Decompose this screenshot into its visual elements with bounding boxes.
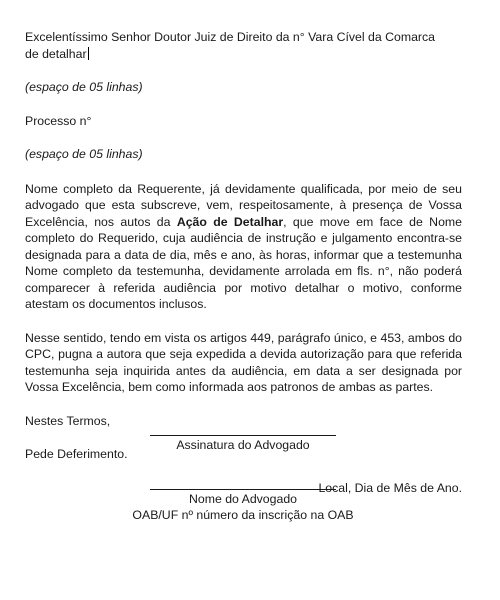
petition-document — [25, 29, 462, 496]
addressee-line-1: Excelentíssimo Senhor Doutor Juiz de Direito da n° Vara Cível da Comarca — [25, 30, 435, 44]
paragraph-1-intro: Nome completo da Requerente, já devidamente qualificada, por meio de seu advogado que esta subscreve, vem, respeitosamente, à presença de Vossa Excelência, nos autos da — [25, 181, 462, 229]
closing-request: Pede Deferimento. — [25, 447, 128, 461]
spacing-note-1: (espaço de 05 linhas) — [25, 80, 143, 94]
signature-block-1 — [150, 435, 336, 453]
signature-block-2 — [132, 489, 354, 523]
lawyer-name: Nome do Advogado — [188, 492, 298, 506]
text-cursor — [88, 47, 89, 60]
oab-registration: OAB/UF nº número da inscrição na OAB — [132, 508, 354, 522]
action-name-bold: Ação de Detalhar — [176, 214, 284, 229]
addressee-line-2-text: de detalhar — [25, 46, 87, 61]
addressee-line-2[interactable] — [25, 46, 462, 63]
signature-line-2 — [150, 489, 336, 490]
process-number-label: Processo n° — [25, 113, 92, 128]
body-paragraph-2: Nesse sentido, tendo em vista os artigos 449, parágrafo único, e 453, ambos do CPC, pugna a autora que seja expedida a devida autorização para que referida testemunha seja inquirida antes da audiência, em data a ser designada por Vossa Excelência, bem como informada aos patronos de ambas as partes. — [25, 330, 462, 394]
signature-line-1 — [150, 435, 336, 436]
spacing-note-2: (espaço de 05 linhas) — [25, 147, 143, 161]
paragraph-1-rest: , que move em face de Nome completo do Requerido, cuja audiência de instrução e julgamento encontra-se designada para a data de dia, mês e ano, às horas, informar que a testemunha Nome completo da testemunha, devidamente arrolada em fls. n°, não poderá comparecer à referida audiência por motivo detalhar o motivo, conforme atestam os documentos inclusos. — [25, 214, 462, 311]
closing-terms: Nestes Termos, — [25, 413, 111, 428]
signature-label: Assinatura do Advogado — [176, 438, 310, 452]
place-and-date: Local, Dia de Mês de Ano. — [318, 480, 462, 495]
body-paragraph-1 — [25, 181, 462, 313]
